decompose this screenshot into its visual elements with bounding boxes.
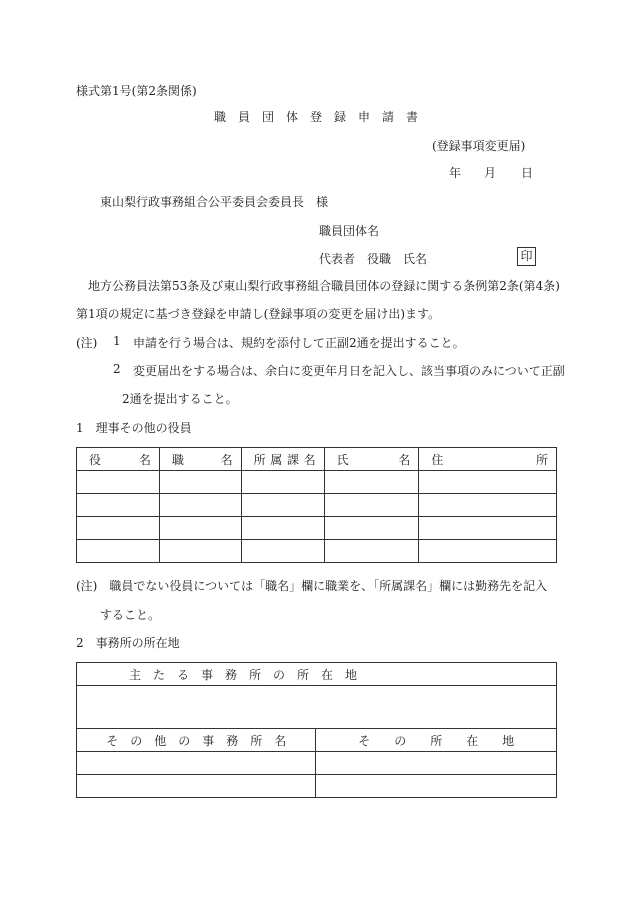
body-text-line2: 第1項の規定に基づき登録を申請し(登録事項の変更を届け出)ます。 (76, 307, 441, 321)
form-number: 様式第1号(第2条関係) (76, 84, 197, 98)
other-office-location-cell[interactable] (316, 752, 557, 775)
officer-role-cell[interactable] (77, 471, 160, 494)
other-office-name-header: そ の 他 の 事 務 所 名 (77, 729, 316, 752)
date-day: 日 (521, 166, 534, 180)
date-month: 月 (484, 166, 497, 180)
office-table (76, 662, 557, 798)
note2-line2: すること。 (100, 608, 161, 622)
org-name-label: 職員団体名 (319, 224, 380, 238)
note1-prefix: (注) (76, 336, 98, 350)
officer-role-cell[interactable] (77, 517, 160, 540)
officer-name-cell[interactable] (324, 517, 419, 540)
note1-item2-number: 2 (113, 362, 121, 376)
section1-title: 1 理事その他の役員 (76, 421, 192, 435)
table-row (77, 517, 557, 540)
officer-address-cell[interactable] (419, 517, 557, 540)
office-main-address-row (77, 686, 557, 729)
officer-role-cell[interactable] (77, 494, 160, 517)
body-text-line1: 地方公務員法第53条及び東山梨行政事務組合職員団体の登録に関する条例第2条(第4条) (88, 279, 560, 293)
other-office-location-header: そ の 所 在 地 (316, 729, 557, 752)
officer-job-title-cell[interactable] (159, 540, 241, 563)
header-cell-role: 役 名 (77, 448, 160, 471)
other-office-name-cell[interactable] (77, 752, 316, 775)
officer-job-title-cell[interactable] (159, 517, 241, 540)
note1-item1-text: 申請を行う場合は、規約を添付して正副2通を提出すること。 (133, 336, 465, 350)
form-subtitle: (登録事項変更届) (432, 139, 526, 153)
seal-mark: 印 (517, 247, 536, 266)
header-cell-job-title: 職 名 (159, 448, 241, 471)
officer-table (76, 447, 557, 563)
officer-name-cell[interactable] (324, 540, 419, 563)
officer-department-cell[interactable] (241, 494, 324, 517)
officer-department-cell[interactable] (241, 471, 324, 494)
officer-name-cell[interactable] (324, 494, 419, 517)
table-row (77, 494, 557, 517)
header-cell-address: 住 所 (419, 448, 557, 471)
officer-role-cell[interactable] (77, 540, 160, 563)
officer-address-cell[interactable] (419, 540, 557, 563)
table-row (77, 752, 557, 775)
officer-job-title-cell[interactable] (159, 494, 241, 517)
note2-line1: (注) 職員でない役員については「職名」欄に職業を、「所属課名」欄には勤務先を記入 (76, 579, 548, 593)
table-row (77, 540, 557, 563)
note1-item1-number: 1 (113, 334, 121, 348)
officer-table-header (77, 448, 557, 471)
other-office-name-cell[interactable] (77, 775, 316, 798)
form-title: 職 員 団 体 登 録 申 請 書 (214, 110, 419, 124)
addressee: 東山梨行政事務組合公平委員会委員長 様 (100, 195, 329, 209)
officer-name-cell[interactable] (324, 471, 419, 494)
main-office-header: 主 た る 事 務 所 の 所 在 地 (77, 663, 557, 686)
date-year: 年 (449, 166, 462, 180)
office-other-header-row (77, 729, 557, 752)
office-main-header-row (77, 663, 557, 686)
officer-address-cell[interactable] (419, 471, 557, 494)
header-cell-name: 氏 名 (324, 448, 419, 471)
officer-address-cell[interactable] (419, 494, 557, 517)
officer-job-title-cell[interactable] (159, 471, 241, 494)
officer-department-cell[interactable] (241, 540, 324, 563)
note1-item2-text: 変更届出をする場合は、余白に変更年月日を記入し、該当事項のみについて正副 (133, 364, 565, 378)
note1-item2-text-cont: 2通を提出すること。 (122, 392, 238, 406)
other-office-location-cell[interactable] (316, 775, 557, 798)
officer-department-cell[interactable] (241, 517, 324, 540)
header-cell-department: 所 属 課 名 (241, 448, 324, 471)
representative-label: 代表者 役職 氏名 (319, 252, 428, 266)
section2-title: 2 事務所の所在地 (76, 636, 180, 650)
table-row (77, 471, 557, 494)
table-row (77, 775, 557, 798)
main-office-address-cell[interactable] (77, 686, 557, 729)
